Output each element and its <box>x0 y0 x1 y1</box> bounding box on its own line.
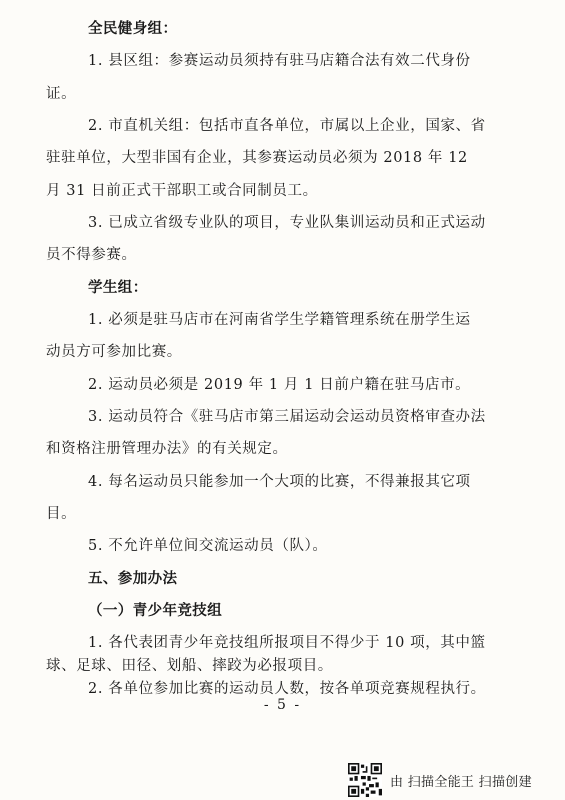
paragraph-line: 1. 各代表团青少年竞技组所报项目不得少于 10 项，其中篮 <box>88 635 486 651</box>
scanner-watermark-text: 由 扫描全能王 扫描创建 <box>390 774 532 790</box>
paragraph-line: 3. 运动员符合《驻马店市第三届运动会运动员资格审查办法 <box>88 409 486 425</box>
paragraph-line: 1. 必须是驻马店市在河南省学生学籍管理系统在册学生运 <box>88 312 471 328</box>
paragraph-line: 5. 不允许单位间交流运动员（队）。 <box>88 538 328 554</box>
qr-code-icon <box>348 763 382 797</box>
paragraph-line: 目。 <box>46 506 77 522</box>
paragraph-line: 证。 <box>46 86 77 102</box>
paragraph-line: 驻驻单位，大型非国有企业，其参赛运动员必须为 2018 年 12 <box>46 150 468 166</box>
paragraph-line: 月 31 日前正式干部职工或合同制员工。 <box>46 183 318 199</box>
subsection-heading-youth: （一）青少年竞技组 <box>88 602 223 619</box>
paragraph-line: 员不得参赛。 <box>46 247 137 263</box>
paragraph-line: 动员方可参加比赛。 <box>46 344 182 360</box>
paragraph-line: 2. 市直机关组：包括市直各单位，市属以上企业，国家、省 <box>88 118 486 134</box>
paragraph-line: 球、足球、田径、划船、摔跤为必报项目。 <box>46 658 333 674</box>
section-heading-participation: 五、参加办法 <box>88 570 178 587</box>
scanner-footer <box>348 763 563 797</box>
paragraph-line: 2. 运动员必须是 2019 年 1 月 1 日前户籍在驻马店市。 <box>88 377 471 393</box>
paragraph-line: 1. 县区组：参赛运动员须持有驻马店籍合法有效二代身份 <box>88 53 471 69</box>
paragraph-line: 3. 已成立省级专业队的项目，专业队集训运动员和正式运动 <box>88 215 486 231</box>
heading-student-group: 学生组： <box>88 279 148 296</box>
paragraph-line: 4. 每名运动员只能参加一个大项的比赛，不得兼报其它项 <box>88 474 471 490</box>
paragraph-line: 2. 各单位参加比赛的运动员人数，按各单项竞赛规程执行。 <box>88 681 486 697</box>
heading-mass-fitness-group: 全民健身组： <box>88 20 178 37</box>
page-number: - 5 - <box>263 697 302 713</box>
paragraph-line: 和资格注册管理办法》的有关规定。 <box>46 441 288 457</box>
